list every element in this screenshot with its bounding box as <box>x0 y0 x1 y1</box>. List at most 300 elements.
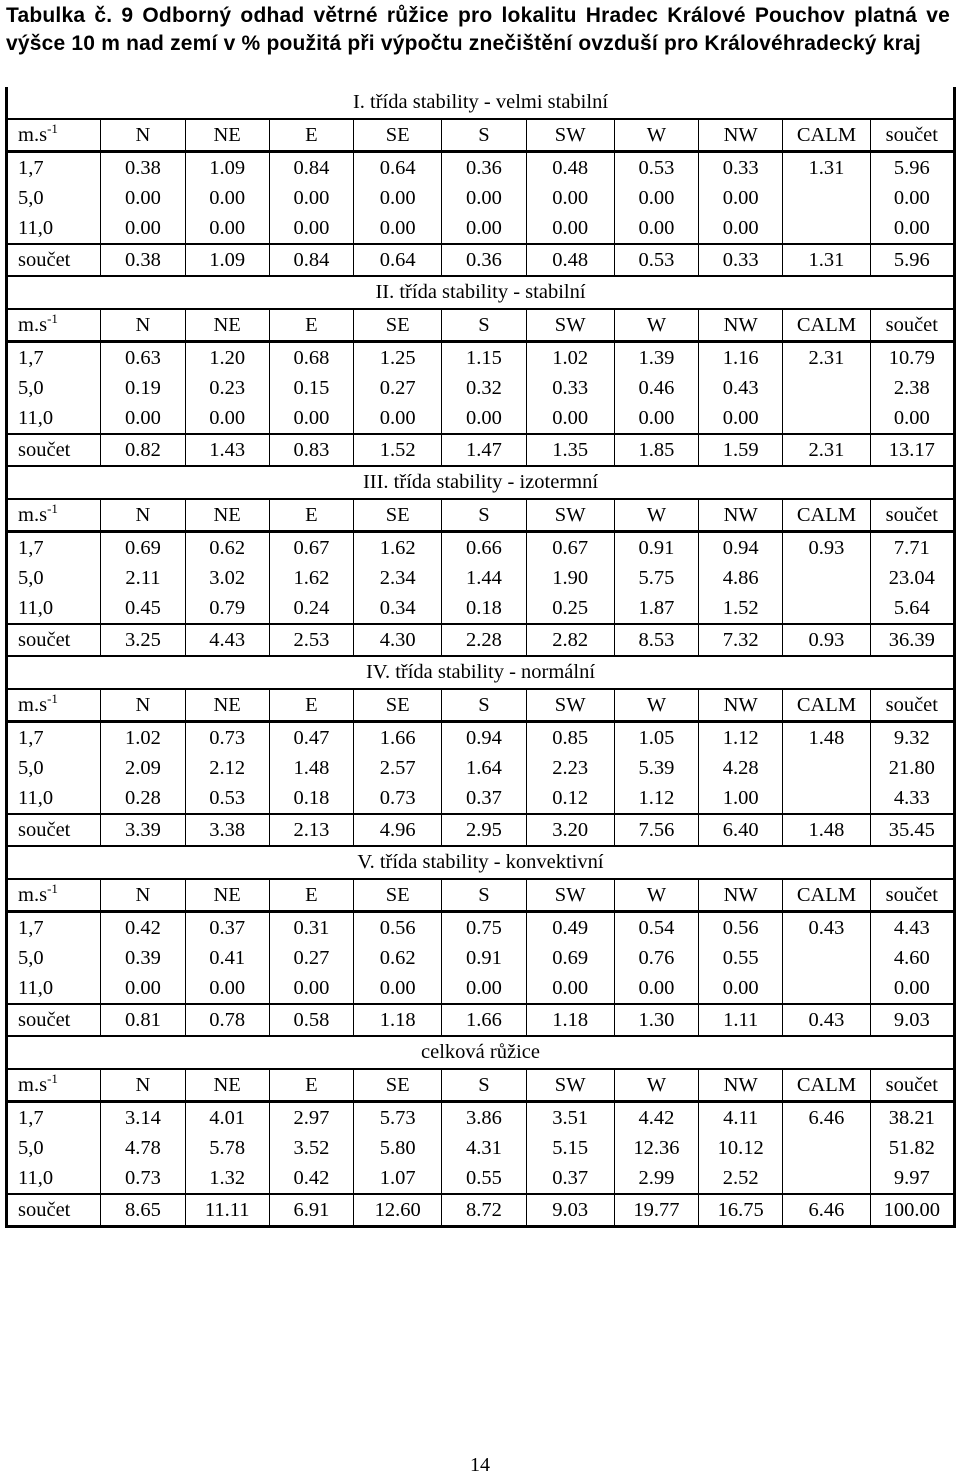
row-label: 1,7 <box>7 1102 101 1134</box>
table-cell: 0.94 <box>442 722 526 754</box>
table-cell: 1.07 <box>354 1163 442 1194</box>
direction-header: součet <box>870 499 954 532</box>
table-cell: 0.12 <box>526 783 614 814</box>
direction-header: NE <box>185 119 269 152</box>
table-row <box>7 1133 955 1163</box>
table-cell: 0.76 <box>614 943 698 973</box>
header-row <box>7 119 955 152</box>
table-row <box>7 753 955 783</box>
row-label: 11,0 <box>18 786 54 809</box>
table-cell: 1.09 <box>185 244 269 276</box>
table-cell: 5.96 <box>870 244 954 276</box>
table-cell: 1.62 <box>269 563 353 593</box>
section-title: V. třída stability - konvektivní <box>7 846 955 879</box>
table-caption: Tabulka č. 9 Odborný odhad větrné růžice pro lokalitu Hradec Králové Pouchov platná ve výšce 10 m nad zemí v % použitá při výpočtu znečištění ovzduší pro Královéhradecký kraj <box>6 4 950 55</box>
direction-header: CALM <box>783 879 870 912</box>
table-cell <box>783 753 870 783</box>
table-cell: 0.36 <box>442 152 526 184</box>
table-cell: 1.48 <box>783 814 870 846</box>
table-row <box>7 1163 955 1194</box>
table-cell: 12.60 <box>354 1194 442 1227</box>
table-cell: 0.00 <box>699 403 783 434</box>
direction-header: NW <box>699 499 783 532</box>
table-cell: 19.77 <box>614 1194 698 1227</box>
table-cell: 5.80 <box>354 1133 442 1163</box>
table-cell: 1.20 <box>185 342 269 374</box>
header-row <box>7 499 955 532</box>
row-label: 11,0 <box>18 1166 54 1189</box>
direction-header: NW <box>699 309 783 342</box>
table-cell: 3.51 <box>526 1102 614 1134</box>
table-cell: 0.53 <box>614 244 698 276</box>
sum-row <box>7 1004 955 1036</box>
sum-row <box>7 244 955 276</box>
unit-header <box>7 689 101 722</box>
table-cell: 2.97 <box>269 1102 353 1134</box>
table-cell: 2.34 <box>354 563 442 593</box>
table-cell: 35.45 <box>870 814 954 846</box>
table-cell: 0.00 <box>101 183 185 213</box>
table-cell: 0.54 <box>614 912 698 944</box>
unit-header <box>7 879 101 912</box>
table-cell: 0.00 <box>101 213 185 244</box>
direction-header: NE <box>185 499 269 532</box>
row-label: 5,0 <box>18 756 44 779</box>
direction-header: W <box>614 689 698 722</box>
table-row <box>7 563 955 593</box>
direction-header: součet <box>870 879 954 912</box>
direction-header: CALM <box>783 499 870 532</box>
table-cell: 0.66 <box>442 532 526 564</box>
table-cell: 1.18 <box>526 1004 614 1036</box>
row-label: součet <box>7 1194 101 1227</box>
table-cell: 0.00 <box>185 183 269 213</box>
table-row <box>7 593 955 624</box>
table-cell: 2.12 <box>185 753 269 783</box>
row-label: 1,7 <box>7 722 101 754</box>
table-cell: 0.42 <box>101 912 185 944</box>
direction-header: N <box>101 119 185 152</box>
table-cell: 4.86 <box>699 563 783 593</box>
table-cell <box>783 563 870 593</box>
table-cell: 2.57 <box>354 753 442 783</box>
table-cell: 0.94 <box>699 532 783 564</box>
table-cell: 0.00 <box>269 403 353 434</box>
table-cell: 0.00 <box>614 213 698 244</box>
table-cell: 2.95 <box>442 814 526 846</box>
table-cell: 0.00 <box>699 973 783 1004</box>
table-cell: 3.20 <box>526 814 614 846</box>
table-cell: 1.31 <box>783 244 870 276</box>
table-cell: 2.13 <box>269 814 353 846</box>
table-cell: 1.18 <box>354 1004 442 1036</box>
table-cell: 6.46 <box>783 1194 870 1227</box>
sum-row <box>7 434 955 466</box>
row-label: 5,0 <box>18 566 44 589</box>
direction-header: součet <box>870 689 954 722</box>
direction-header: W <box>614 309 698 342</box>
table-cell: 1.48 <box>269 753 353 783</box>
direction-header: součet <box>870 309 954 342</box>
table-cell: 7.56 <box>614 814 698 846</box>
table-cell: 2.23 <box>526 753 614 783</box>
table-body <box>7 87 955 1227</box>
table-cell: 0.00 <box>870 973 954 1004</box>
direction-header: W <box>614 879 698 912</box>
row-label: 1,7 <box>7 152 101 184</box>
table-cell: 3.86 <box>442 1102 526 1134</box>
table-cell: 4.43 <box>185 624 269 656</box>
table-cell: 3.02 <box>185 563 269 593</box>
page-number: 14 <box>470 1454 490 1476</box>
table-cell: 16.75 <box>699 1194 783 1227</box>
section-title: II. třída stability - stabilní <box>7 276 955 309</box>
table-cell: 1.12 <box>614 783 698 814</box>
table-cell: 0.00 <box>185 213 269 244</box>
table-cell: 0.00 <box>354 183 442 213</box>
table-cell: 1.64 <box>442 753 526 783</box>
table-cell: 0.00 <box>354 973 442 1004</box>
table-cell: 0.82 <box>101 434 185 466</box>
table-cell: 1.12 <box>699 722 783 754</box>
table-cell: 0.00 <box>870 403 954 434</box>
table-cell: 0.28 <box>101 783 185 814</box>
table-row <box>7 722 955 754</box>
table-cell: 2.99 <box>614 1163 698 1194</box>
table-cell: 0.56 <box>699 912 783 944</box>
table-cell: 0.34 <box>354 593 442 624</box>
table-cell: 0.58 <box>269 1004 353 1036</box>
direction-header: NW <box>699 1069 783 1102</box>
row-label: součet <box>7 434 101 466</box>
sum-row <box>7 1194 955 1227</box>
table-cell: 5.75 <box>614 563 698 593</box>
table-cell: 5.78 <box>185 1133 269 1163</box>
unit-exponent: -1 <box>47 310 58 326</box>
direction-header: E <box>269 499 353 532</box>
table-row <box>7 943 955 973</box>
table-cell: 8.65 <box>101 1194 185 1227</box>
table-cell: 5.39 <box>614 753 698 783</box>
table-cell: 0.67 <box>526 532 614 564</box>
table-cell: 9.03 <box>870 1004 954 1036</box>
table-cell: 4.33 <box>870 783 954 814</box>
direction-header: E <box>269 119 353 152</box>
table-cell: 5.64 <box>870 593 954 624</box>
table-cell: 1.39 <box>614 342 698 374</box>
table-cell: 0.00 <box>870 183 954 213</box>
direction-header: NE <box>185 689 269 722</box>
table-cell <box>783 403 870 434</box>
unit-header <box>7 309 101 342</box>
table-cell: 0.00 <box>442 973 526 1004</box>
table-cell: 7.32 <box>699 624 783 656</box>
row-label: součet <box>7 814 101 846</box>
table-cell <box>783 943 870 973</box>
table-cell: 1.48 <box>783 722 870 754</box>
table-cell: 0.00 <box>442 213 526 244</box>
table-cell: 2.31 <box>783 342 870 374</box>
direction-header: S <box>442 119 526 152</box>
table-cell: 0.33 <box>699 244 783 276</box>
table-cell: 100.00 <box>870 1194 954 1227</box>
table-row <box>7 342 955 374</box>
unit-label: m.s <box>18 883 48 906</box>
direction-header: E <box>269 309 353 342</box>
direction-header: NE <box>185 309 269 342</box>
direction-header: N <box>101 499 185 532</box>
direction-header: SE <box>354 499 442 532</box>
direction-header: SW <box>526 119 614 152</box>
table-cell: 0.37 <box>526 1163 614 1194</box>
unit-label: m.s <box>18 1073 48 1096</box>
section-title-row <box>7 846 955 879</box>
table-cell: 2.52 <box>699 1163 783 1194</box>
direction-header: N <box>101 1069 185 1102</box>
table-cell: 2.82 <box>526 624 614 656</box>
table-cell: 1.09 <box>185 152 269 184</box>
table-cell: 4.78 <box>101 1133 185 1163</box>
table-cell: 51.82 <box>870 1133 954 1163</box>
table-cell: 9.32 <box>870 722 954 754</box>
direction-header: S <box>442 499 526 532</box>
section-title-row <box>7 656 955 689</box>
table-cell: 5.96 <box>870 152 954 184</box>
table-cell: 0.00 <box>526 183 614 213</box>
table-cell: 10.79 <box>870 342 954 374</box>
table-cell: 0.68 <box>269 342 353 374</box>
table-cell: 5.15 <box>526 1133 614 1163</box>
table-cell <box>783 973 870 1004</box>
table-cell: 0.00 <box>269 183 353 213</box>
header-row <box>7 879 955 912</box>
direction-header: S <box>442 309 526 342</box>
table-cell: 0.67 <box>269 532 353 564</box>
direction-header: CALM <box>783 689 870 722</box>
table-cell: 38.21 <box>870 1102 954 1134</box>
table-row <box>7 783 955 814</box>
table-cell: 0.79 <box>185 593 269 624</box>
table-cell: 6.91 <box>269 1194 353 1227</box>
table-row <box>7 912 955 944</box>
direction-header: SW <box>526 1069 614 1102</box>
table-cell: 0.27 <box>354 373 442 403</box>
table-cell: 0.69 <box>526 943 614 973</box>
table-cell: 0.73 <box>185 722 269 754</box>
table-cell: 2.28 <box>442 624 526 656</box>
table-row <box>7 973 955 1004</box>
direction-header: S <box>442 879 526 912</box>
direction-header: W <box>614 119 698 152</box>
table-cell: 1.52 <box>354 434 442 466</box>
section-title: IV. třída stability - normální <box>7 656 955 689</box>
table-cell: 0.62 <box>354 943 442 973</box>
table-cell: 0.84 <box>269 152 353 184</box>
table-row <box>7 1102 955 1134</box>
table-cell: 0.47 <box>269 722 353 754</box>
table-cell: 2.38 <box>870 373 954 403</box>
table-cell: 0.33 <box>526 373 614 403</box>
unit-exponent: -1 <box>47 500 58 516</box>
table-cell: 0.91 <box>614 532 698 564</box>
table-row <box>7 532 955 564</box>
section-title-row <box>7 466 955 499</box>
section-title: I. třída stability - velmi stabilní <box>7 87 955 119</box>
table-cell: 1.02 <box>526 342 614 374</box>
table-cell: 1.66 <box>354 722 442 754</box>
table-cell: 0.41 <box>185 943 269 973</box>
table-cell <box>783 783 870 814</box>
table-cell: 0.64 <box>354 152 442 184</box>
direction-header: E <box>269 689 353 722</box>
table-cell: 0.00 <box>526 973 614 1004</box>
section-title-row <box>7 87 955 119</box>
table-cell: 11.11 <box>185 1194 269 1227</box>
direction-header: NE <box>185 1069 269 1102</box>
row-label: 5,0 <box>18 186 44 209</box>
table-cell: 0.43 <box>783 912 870 944</box>
table-cell: 0.00 <box>614 973 698 1004</box>
table-cell: 0.00 <box>699 213 783 244</box>
table-cell: 4.43 <box>870 912 954 944</box>
table-cell: 0.00 <box>526 213 614 244</box>
table-cell: 7.71 <box>870 532 954 564</box>
table-cell: 0.33 <box>699 152 783 184</box>
table-cell: 0.93 <box>783 624 870 656</box>
table-cell: 13.17 <box>870 434 954 466</box>
table-cell: 9.03 <box>526 1194 614 1227</box>
table-cell: 1.85 <box>614 434 698 466</box>
table-cell: 1.11 <box>699 1004 783 1036</box>
table-cell: 1.52 <box>699 593 783 624</box>
table-cell: 36.39 <box>870 624 954 656</box>
table-cell: 1.31 <box>783 152 870 184</box>
table-cell: 0.93 <box>783 532 870 564</box>
unit-exponent: -1 <box>47 120 58 136</box>
direction-header: součet <box>870 1069 954 1102</box>
table-cell: 4.31 <box>442 1133 526 1163</box>
section-title: III. třída stability - izotermní <box>7 466 955 499</box>
table-cell: 0.81 <box>101 1004 185 1036</box>
table-cell: 8.72 <box>442 1194 526 1227</box>
direction-header: NW <box>699 119 783 152</box>
table-cell: 0.00 <box>442 183 526 213</box>
table-cell: 0.48 <box>526 152 614 184</box>
unit-label: m.s <box>18 503 48 526</box>
table-row <box>7 213 955 244</box>
section-title-row <box>7 276 955 309</box>
table-cell: 1.02 <box>101 722 185 754</box>
table-cell: 0.43 <box>699 373 783 403</box>
row-label: 1,7 <box>7 912 101 944</box>
table-cell: 1.62 <box>354 532 442 564</box>
table-cell: 0.53 <box>614 152 698 184</box>
table-cell: 0.36 <box>442 244 526 276</box>
row-label: 5,0 <box>18 1136 44 1159</box>
direction-header: SW <box>526 309 614 342</box>
table-cell: 2.11 <box>101 563 185 593</box>
table-cell: 0.00 <box>269 213 353 244</box>
table-cell: 0.18 <box>269 783 353 814</box>
table-cell: 0.00 <box>269 973 353 1004</box>
direction-header: součet <box>870 119 954 152</box>
table-cell: 0.42 <box>269 1163 353 1194</box>
table-cell: 4.28 <box>699 753 783 783</box>
table-cell: 2.09 <box>101 753 185 783</box>
direction-header: N <box>101 309 185 342</box>
unit-label: m.s <box>18 693 48 716</box>
sum-row <box>7 814 955 846</box>
row-label: 11,0 <box>18 406 54 429</box>
table-cell: 0.84 <box>269 244 353 276</box>
table-cell: 3.39 <box>101 814 185 846</box>
table-cell: 4.01 <box>185 1102 269 1134</box>
table-cell: 0.00 <box>185 973 269 1004</box>
table-cell: 1.05 <box>614 722 698 754</box>
unit-label: m.s <box>18 123 48 146</box>
direction-header: E <box>269 1069 353 1102</box>
direction-header: SW <box>526 879 614 912</box>
table-cell: 0.75 <box>442 912 526 944</box>
table-cell: 0.53 <box>185 783 269 814</box>
table-cell: 1.15 <box>442 342 526 374</box>
table-cell: 1.44 <box>442 563 526 593</box>
table-cell: 6.46 <box>783 1102 870 1134</box>
unit-exponent: -1 <box>47 880 58 896</box>
row-label: 11,0 <box>18 976 54 999</box>
direction-header: N <box>101 689 185 722</box>
table-cell: 0.00 <box>614 403 698 434</box>
direction-header: SE <box>354 879 442 912</box>
table-cell: 0.00 <box>526 403 614 434</box>
table-cell: 9.97 <box>870 1163 954 1194</box>
table-cell: 8.53 <box>614 624 698 656</box>
table-cell: 1.47 <box>442 434 526 466</box>
table-cell: 1.30 <box>614 1004 698 1036</box>
table-cell <box>783 183 870 213</box>
table-cell: 0.49 <box>526 912 614 944</box>
table-cell: 0.46 <box>614 373 698 403</box>
table-cell: 0.55 <box>442 1163 526 1194</box>
table-cell: 1.32 <box>185 1163 269 1194</box>
table-cell: 0.15 <box>269 373 353 403</box>
table-cell: 0.56 <box>354 912 442 944</box>
table-row <box>7 403 955 434</box>
table-cell: 1.35 <box>526 434 614 466</box>
table-cell: 0.00 <box>442 403 526 434</box>
table-cell: 21.80 <box>870 753 954 783</box>
table-cell: 0.18 <box>442 593 526 624</box>
table-cell: 0.64 <box>354 244 442 276</box>
row-label: 5,0 <box>18 376 44 399</box>
row-label: součet <box>7 1004 101 1036</box>
table-cell: 1.59 <box>699 434 783 466</box>
table-cell: 0.91 <box>442 943 526 973</box>
table-cell: 1.00 <box>699 783 783 814</box>
table-cell: 2.31 <box>783 434 870 466</box>
header-row <box>7 689 955 722</box>
row-label: 11,0 <box>18 216 54 239</box>
direction-header: W <box>614 1069 698 1102</box>
table-cell: 0.38 <box>101 152 185 184</box>
row-label: 5,0 <box>18 946 44 969</box>
table-cell: 0.00 <box>870 213 954 244</box>
direction-header: CALM <box>783 309 870 342</box>
direction-header: NE <box>185 879 269 912</box>
table-cell: 23.04 <box>870 563 954 593</box>
table-cell <box>783 213 870 244</box>
direction-header: SE <box>354 119 442 152</box>
